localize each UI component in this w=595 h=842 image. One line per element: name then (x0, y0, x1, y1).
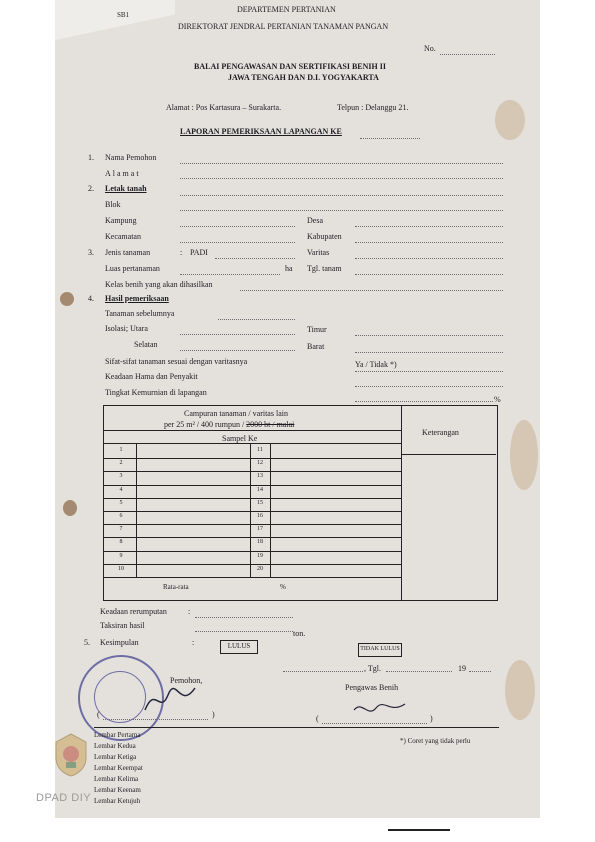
inspector-signature (350, 698, 410, 720)
weed-condition-label: Keadaan rerumputan (100, 607, 167, 616)
copy-item: Lembar Ketiga (94, 753, 137, 761)
table-row-line (103, 551, 401, 552)
sample-number: 1 (119, 447, 123, 453)
conclusion-label: Kesimpulan (100, 638, 139, 647)
applicant-signature (140, 680, 200, 720)
pest-disease-field (355, 386, 503, 387)
sample-number: 13 (257, 473, 263, 480)
stain (63, 500, 77, 516)
east-label: Timur (307, 325, 327, 334)
sample-number: 11 (257, 447, 263, 453)
weed-condition-field (195, 617, 293, 618)
sample-number: 15 (257, 499, 263, 506)
office-line1: BALAI PENGAWASAN DAN SERTIFIKASI BENIH II (194, 62, 386, 71)
date-field (386, 671, 452, 672)
stain (495, 100, 525, 140)
sample-number: 20 (257, 565, 263, 572)
sample-number: 12 (257, 460, 263, 467)
admixture-table (103, 405, 498, 601)
office-address: Alamat : Pos Kartasura – Surakarta. (166, 103, 282, 112)
address-field (180, 178, 503, 179)
applicant-name-field (180, 163, 503, 164)
section-number: 2. (88, 184, 94, 193)
colon: : (192, 638, 195, 647)
field-purity-label: Tingkat Kemurnian di lapangan (105, 388, 207, 397)
sample-number: 18 (257, 539, 263, 546)
previous-crop-field (218, 319, 295, 320)
sample-number: 9 (119, 552, 123, 559)
table-divider (103, 577, 401, 578)
sample-number-header: Sampel Ke (222, 434, 258, 443)
section-number: 1. (88, 153, 94, 162)
table-divider (270, 443, 271, 577)
variety-field (355, 258, 503, 259)
copy-item: Lembar Ketujuh (94, 797, 141, 805)
table-header-line2: per 25 m² / 400 rumpun / 2000 bt / malai (164, 420, 295, 429)
table-divider (103, 443, 401, 444)
stain (505, 660, 535, 720)
stain (510, 420, 538, 490)
crop-type-field (215, 258, 295, 259)
pass-box: LULUS (220, 640, 258, 654)
seed-class-label: Kelas benih yang akan dihasilkan (105, 280, 213, 289)
planting-area-label: Luas pertanaman (105, 264, 160, 273)
land-location-title: Letak tanah (105, 184, 147, 193)
office-phone: Telpun : Delanggu 21. (337, 103, 409, 112)
sample-number: 2 (119, 460, 123, 467)
table-row-line (103, 471, 401, 472)
block-field (180, 210, 503, 211)
percent-sign: % (494, 395, 501, 404)
planting-area-field (180, 274, 280, 275)
sample-number: 19 (257, 552, 263, 559)
section-number: 5. (84, 638, 90, 647)
isolation-north-label: Isolasi; Utara (105, 324, 148, 333)
average-unit: % (280, 583, 286, 591)
address-label: Alamat (105, 169, 141, 178)
sample-number: 17 (257, 526, 263, 533)
stain (60, 292, 74, 306)
remarks-header: Keterangan (422, 428, 459, 437)
table-divider (401, 405, 402, 600)
no-label: No. (424, 44, 436, 53)
hectare-unit: ha (285, 264, 293, 273)
isolation-north-field (180, 334, 295, 335)
copy-item: Lembar Kelima (94, 775, 139, 783)
colon: : (180, 248, 183, 257)
year-prefix: 19 (458, 664, 466, 673)
directorate-name: DIREKTORAT JENDRAL PERTANIAN TANAMAN PANGAN (178, 22, 389, 31)
applicant-name-label: Nama Pemohon (105, 153, 157, 162)
variety-label: Varitas (307, 248, 330, 257)
date-label: , Tgl. (364, 664, 381, 673)
applicant-name-bracket-close: ) (212, 710, 215, 719)
copy-item: Lembar Keempat (94, 764, 143, 772)
crop-type-value: PADI (190, 248, 208, 257)
sample-number: 3 (119, 473, 123, 480)
village-label: Kampung (105, 216, 137, 225)
section-number: 4. (88, 294, 94, 303)
crop-type-label: Jenis tanaman (105, 248, 151, 257)
ministry-name: DEPARTEMEN PERTANIAN (237, 5, 336, 14)
average-label: Rata-rata (163, 583, 189, 591)
land-location-field (180, 195, 503, 196)
table-row-line (103, 537, 401, 538)
office-line2: JAWA TENGAH DAN D.I. YOGYAKARTA (228, 73, 379, 82)
table-header-line1: Campuran tanaman / varitas lain (184, 409, 288, 418)
south-field (180, 350, 295, 351)
bottom-bar (388, 829, 450, 831)
table-row-line (103, 485, 401, 486)
seed-class-field (240, 290, 503, 291)
sample-number: 16 (257, 513, 263, 519)
watermark: DPAD DIY (36, 792, 92, 804)
report-number-field (360, 138, 420, 139)
fail-box: TIDAK LULUS (358, 643, 402, 657)
south-label: Selatan (134, 340, 158, 349)
colon: : (188, 607, 191, 616)
sample-number: 5 (119, 499, 123, 506)
block-label: Blok (105, 200, 121, 209)
variety-traits-field (355, 371, 503, 372)
previous-crop-label: Tanaman sebelumnya (105, 309, 175, 318)
table-divider (250, 443, 251, 577)
table-row-line (103, 458, 401, 459)
ton-unit: ton. (293, 629, 306, 638)
field-purity-field (355, 401, 493, 402)
no-field (440, 54, 495, 55)
village-field (180, 226, 295, 227)
applicant-name-bracket-open: ( (97, 710, 100, 719)
sample-number: 14 (257, 486, 263, 493)
desa-field (355, 226, 503, 227)
footnote: *) Coret yang tidak perlu (400, 737, 471, 745)
inspector-name-line (322, 723, 427, 724)
east-field (355, 335, 503, 336)
inspector-name-bracket-open: ( (316, 714, 319, 723)
sample-number: 6 (119, 513, 123, 519)
dpad-diy-logo (52, 732, 90, 778)
table-row-line (103, 511, 401, 512)
copy-item: Lembar Pertama (94, 731, 141, 739)
place-field (283, 671, 363, 672)
pest-disease-label: Keadaan Hama dan Penyakit (105, 372, 198, 381)
inspector-name-bracket-close: ) (430, 714, 433, 723)
sample-number: 4 (119, 486, 123, 493)
sample-number: 10 (118, 565, 124, 572)
yield-estimate-field (195, 631, 293, 632)
variety-traits-label: Sifat-sifat tanaman sesuai dengan varitasnya (105, 357, 248, 366)
desa-label: Desa (307, 216, 323, 225)
inspection-results-title: Hasil pemeriksaan (105, 294, 169, 303)
corner-code: SB1 (117, 11, 130, 19)
applicant-signature-label: Pemohon, (170, 676, 203, 685)
table-row-line (103, 564, 401, 565)
yes-no-option: Ya / Tidak *) (355, 360, 397, 369)
district-field (180, 242, 295, 243)
west-label: Barat (307, 342, 325, 351)
footer-rule (94, 727, 499, 728)
sample-number: 8 (119, 539, 123, 546)
table-divider (401, 454, 496, 455)
west-field (355, 352, 503, 353)
table-divider (103, 430, 401, 431)
inspector-signature-label: Pengawas Benih (345, 683, 399, 692)
section-number: 3. (88, 248, 94, 257)
planting-date-label: Tgl. tanam (307, 264, 342, 273)
folded-corner (55, 0, 175, 40)
copy-item: Lembar Kedua (94, 742, 136, 750)
table-row-line (103, 498, 401, 499)
regency-label: Kabupaten (307, 232, 342, 241)
table-divider (136, 443, 137, 577)
regency-field (355, 242, 503, 243)
copy-item: Lembar Keenam (94, 786, 141, 794)
sample-number: 7 (119, 526, 123, 533)
district-label: Kecamatan (105, 232, 141, 241)
report-title: LAPORAN PEMERIKSAAN LAPANGAN KE (180, 127, 342, 136)
year-field (469, 671, 491, 672)
planting-date-field (355, 274, 503, 275)
table-row-line (103, 524, 401, 525)
applicant-name-line (103, 719, 208, 720)
yield-estimate-label: Taksiran hasil (100, 621, 145, 630)
